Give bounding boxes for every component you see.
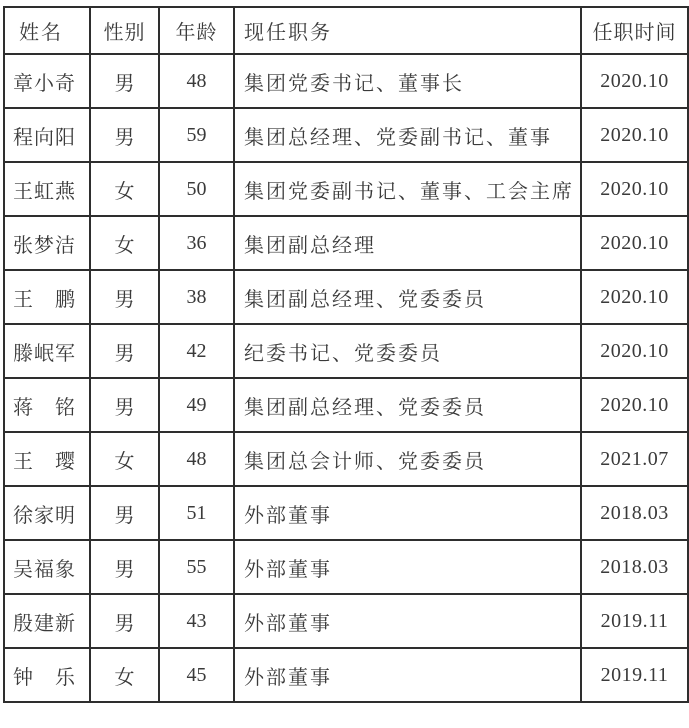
cell-age: 38 bbox=[159, 270, 234, 324]
cell-position: 集团副总经理、党委委员 bbox=[234, 378, 581, 432]
cell-position: 外部董事 bbox=[234, 594, 581, 648]
cell-gender: 男 bbox=[90, 270, 159, 324]
cell-position: 集团党委副书记、董事、工会主席 bbox=[234, 162, 581, 216]
cell-tenure: 2019.11 bbox=[581, 594, 688, 648]
cell-gender: 女 bbox=[90, 648, 159, 702]
cell-position: 集团副总经理、党委委员 bbox=[234, 270, 581, 324]
header-gender: 性别 bbox=[90, 7, 159, 54]
cell-tenure: 2019.11 bbox=[581, 648, 688, 702]
cell-name: 钟 乐 bbox=[4, 648, 90, 702]
cell-gender: 男 bbox=[90, 324, 159, 378]
cell-age: 51 bbox=[159, 486, 234, 540]
cell-name: 程向阳 bbox=[4, 108, 90, 162]
header-position: 现任职务 bbox=[234, 7, 581, 54]
cell-age: 48 bbox=[159, 54, 234, 108]
cell-name: 滕岷军 bbox=[4, 324, 90, 378]
cell-age: 45 bbox=[159, 648, 234, 702]
cell-name: 章小奇 bbox=[4, 54, 90, 108]
cell-gender: 女 bbox=[90, 216, 159, 270]
table-row bbox=[4, 324, 688, 378]
cell-position: 外部董事 bbox=[234, 486, 581, 540]
cell-gender: 男 bbox=[90, 378, 159, 432]
cell-name: 王 鹏 bbox=[4, 270, 90, 324]
table-row bbox=[4, 162, 688, 216]
table-row bbox=[4, 594, 688, 648]
cell-name: 王虹燕 bbox=[4, 162, 90, 216]
header-name: 姓名 bbox=[4, 7, 90, 54]
cell-gender: 女 bbox=[90, 162, 159, 216]
cell-name: 殷建新 bbox=[4, 594, 90, 648]
cell-tenure: 2020.10 bbox=[581, 216, 688, 270]
cell-position: 外部董事 bbox=[234, 540, 581, 594]
cell-age: 49 bbox=[159, 378, 234, 432]
cell-position: 集团总会计师、党委委员 bbox=[234, 432, 581, 486]
cell-tenure: 2018.03 bbox=[581, 540, 688, 594]
table-row bbox=[4, 378, 688, 432]
cell-age: 50 bbox=[159, 162, 234, 216]
cell-tenure: 2021.07 bbox=[581, 432, 688, 486]
cell-position: 外部董事 bbox=[234, 648, 581, 702]
cell-name: 吴福象 bbox=[4, 540, 90, 594]
cell-age: 59 bbox=[159, 108, 234, 162]
cell-name: 王 璎 bbox=[4, 432, 90, 486]
cell-gender: 男 bbox=[90, 486, 159, 540]
table-row bbox=[4, 108, 688, 162]
cell-tenure: 2020.10 bbox=[581, 162, 688, 216]
cell-gender: 男 bbox=[90, 108, 159, 162]
cell-gender: 男 bbox=[90, 594, 159, 648]
header-tenure: 任职时间 bbox=[581, 7, 688, 54]
cell-name: 蒋 铭 bbox=[4, 378, 90, 432]
cell-age: 42 bbox=[159, 324, 234, 378]
table-row bbox=[4, 648, 688, 702]
officers-table bbox=[3, 6, 689, 703]
cell-name: 张梦洁 bbox=[4, 216, 90, 270]
cell-position: 纪委书记、党委委员 bbox=[234, 324, 581, 378]
cell-age: 48 bbox=[159, 432, 234, 486]
cell-tenure: 2018.03 bbox=[581, 486, 688, 540]
table-row bbox=[4, 54, 688, 108]
table-row bbox=[4, 540, 688, 594]
cell-gender: 女 bbox=[90, 432, 159, 486]
cell-position: 集团党委书记、董事长 bbox=[234, 54, 581, 108]
table-row bbox=[4, 216, 688, 270]
cell-position: 集团总经理、党委副书记、董事 bbox=[234, 108, 581, 162]
cell-tenure: 2020.10 bbox=[581, 324, 688, 378]
cell-age: 43 bbox=[159, 594, 234, 648]
cell-tenure: 2020.10 bbox=[581, 108, 688, 162]
cell-tenure: 2020.10 bbox=[581, 270, 688, 324]
cell-name: 徐家明 bbox=[4, 486, 90, 540]
table-row bbox=[4, 486, 688, 540]
table-row bbox=[4, 432, 688, 486]
cell-age: 36 bbox=[159, 216, 234, 270]
cell-gender: 男 bbox=[90, 54, 159, 108]
table-row bbox=[4, 270, 688, 324]
header-age: 年龄 bbox=[159, 7, 234, 54]
cell-tenure: 2020.10 bbox=[581, 378, 688, 432]
header-row bbox=[4, 7, 688, 54]
cell-gender: 男 bbox=[90, 540, 159, 594]
cell-tenure: 2020.10 bbox=[581, 54, 688, 108]
cell-position: 集团副总经理 bbox=[234, 216, 581, 270]
cell-age: 55 bbox=[159, 540, 234, 594]
